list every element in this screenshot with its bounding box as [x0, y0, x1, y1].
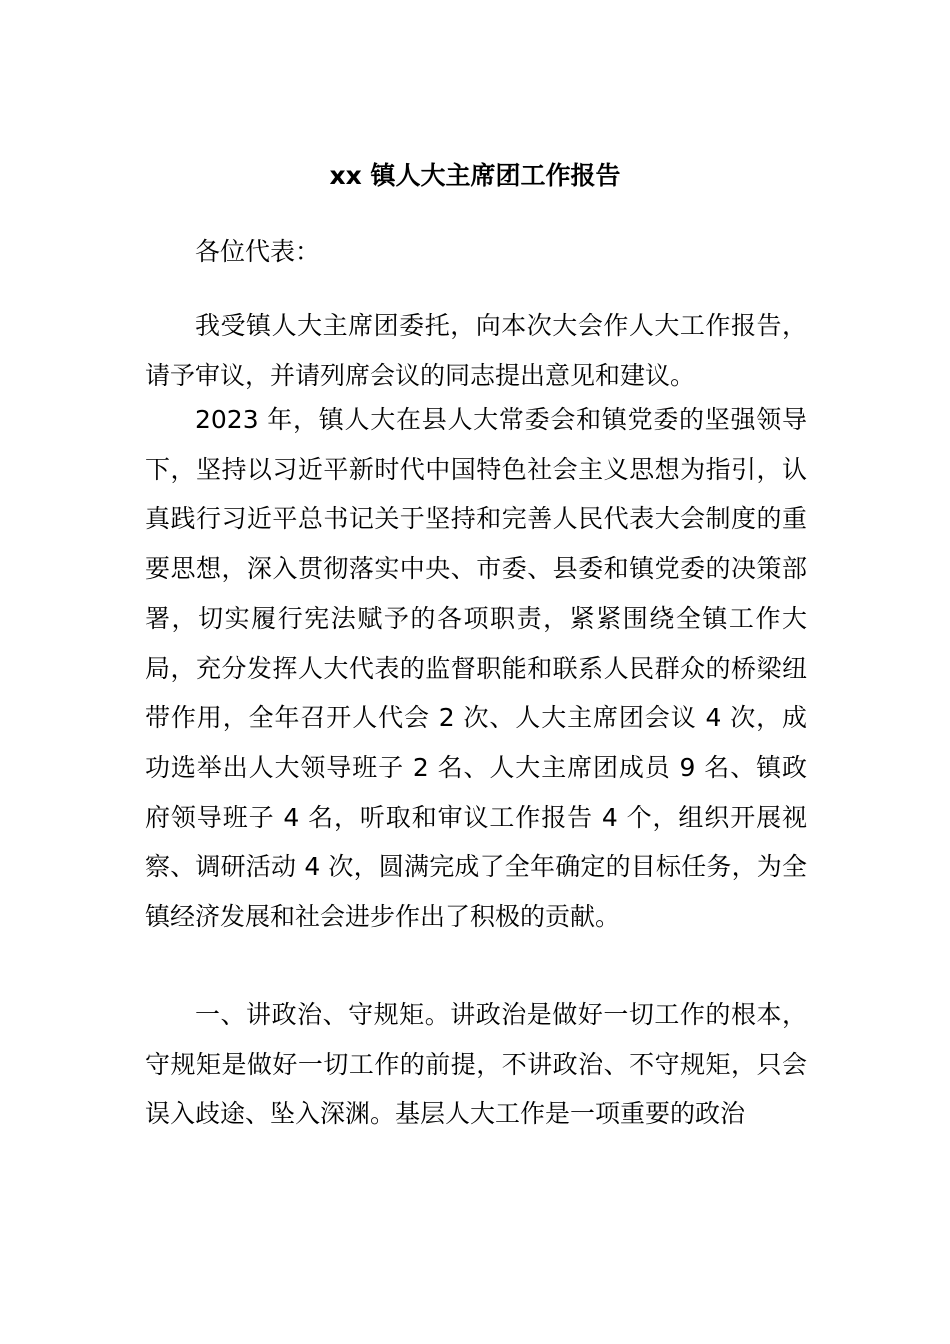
salutation: 各位代表：: [195, 237, 321, 266]
paragraph-section-one: 一、讲政治、守规矩。讲政治是做好一切工作的根本，守规矩是做好一切工作的前提，不讲政治、不守规矩，只会误入歧途、坠入深渊。基层人大工作是一项重要的政治: [145, 1000, 807, 1129]
document-title: xx 镇人大主席团工作报告: [329, 161, 621, 190]
paragraph-intro: 我受镇人大主席团委托，向本次大会作人大工作报告，请予审议，并请列席会议的同志提出意见和建议。: [145, 311, 807, 390]
paragraph-annual-summary: 2023 年，镇人大在县人大常委会和镇党委的坚强领导下，坚持以习近平新时代中国特色社会主义思想为指引，认真践行习近平总书记关于坚持和完善人民代表大会制度的重要思想，深入贯彻落实中央、市委、县委和镇党委的决策部署，切实履行宪法赋予的各项职责，紧紧围绕全镇工作大局，充分发挥人大代表的监督职能和联系人民群众的桥梁纽带作用，全年召开人代会 2 次、人大主席团会议 4 次，成功选举出人大领导班子 2 名、人大主席团成员 9 名、镇政府领导班子 4 名，听取和审议工作报告 4 个，组织开展视察、调研活动 4 次，圆满完成了全年确定的目标任务，为全镇经济发展和社会进步作出了积极的贡献。: [145, 405, 807, 932]
